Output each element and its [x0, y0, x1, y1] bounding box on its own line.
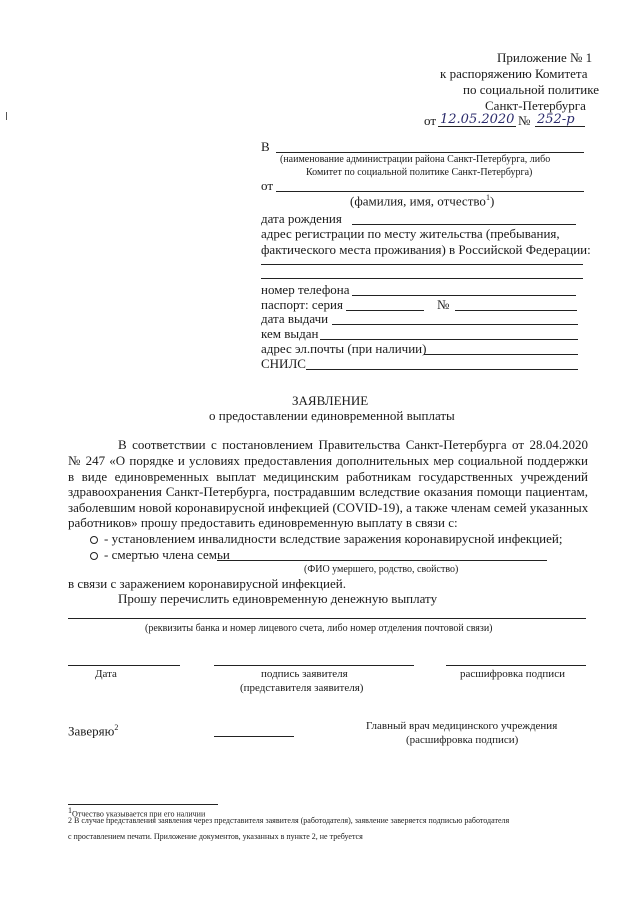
- appendix-number-label: №: [518, 113, 531, 128]
- option-death[interactable]: [90, 547, 230, 563]
- issued-by-label: кем выдан: [261, 326, 319, 341]
- fio-hint-close: ): [489, 193, 495, 209]
- admin-hint-2: Комитет по социальной политике Санкт-Петербурга): [306, 167, 533, 178]
- appendix-line-3: по социальной политике: [463, 82, 599, 97]
- to-prefix: В: [261, 139, 270, 154]
- passport-number-line: [455, 310, 577, 311]
- phone-label: номер телефона: [261, 282, 350, 297]
- snils-line: [306, 369, 578, 370]
- admin-hint-1: (наименование администрации района Санкт-Петербурга, либо: [280, 154, 551, 165]
- appendix-number: 252-р: [537, 112, 575, 127]
- option-disability[interactable]: [90, 531, 562, 547]
- issue-date-line: [332, 324, 578, 325]
- footnote-1-mark: 1: [68, 806, 72, 815]
- option-death-radio[interactable]: [90, 552, 98, 560]
- option-death-label: - смертью члена семьи: [104, 547, 230, 562]
- from-line: [276, 191, 584, 192]
- deceased-line: [217, 560, 547, 561]
- document-title: ЗАЯВЛЕНИЕ: [292, 393, 369, 408]
- body-line-5: заболевшим новой коронавирусной инфекцией (COVID-19), а также членам семей указанных: [68, 500, 589, 515]
- address-blank-2: [261, 278, 583, 279]
- applicant-sign-line: [214, 665, 414, 666]
- appendix-number-line: [535, 126, 585, 127]
- birth-date-label: дата рождения: [261, 211, 342, 226]
- certify-sign-line: [214, 736, 294, 737]
- bank-hint: (реквизиты банка и номер лицевого счета, либо номер отделения почтовой связи): [145, 623, 493, 634]
- certify-label: [68, 723, 118, 739]
- issue-date-label: дата выдачи: [261, 311, 329, 326]
- chief-doctor-label: Главный врач медицинского учреждения: [366, 720, 558, 732]
- certify-text: Заверяю: [68, 723, 115, 739]
- passport-series-line: [346, 310, 424, 311]
- option-disability-label: - установлением инвалидности вследствие заражения коронавирусной инфекцией;: [104, 531, 563, 546]
- decoding-sign-line: [446, 665, 586, 666]
- margin-mark: [6, 112, 7, 120]
- applicant-rep-label: (представителя заявителя): [240, 682, 364, 694]
- email-label: адрес эл.почты (при наличии): [261, 341, 427, 356]
- transfer-line: Прошу перечислить единовременную денежную выплату: [118, 591, 438, 606]
- footnote-2-line-2: с проставлением печати. Приложение документов, указанных в пункте 2, не требуется: [68, 832, 363, 841]
- body-line-2: № 247 «О порядке и условиях предоставления дополнительных мер социальной поддержки: [68, 453, 588, 468]
- appendix-date-line: [438, 126, 516, 127]
- deceased-hint: (ФИО умершего, родство, свойство): [304, 564, 459, 575]
- passport-number-label: №: [437, 297, 450, 312]
- infection-line: в связи с заражением коронавирусной инфекцией.: [68, 576, 346, 591]
- appendix-line-1: Приложение № 1: [497, 50, 593, 65]
- address-blank-1: [261, 264, 583, 265]
- address-line-2: фактического места проживания) в Российской Федерации:: [261, 242, 591, 257]
- footnote-separator: [68, 804, 218, 805]
- birth-date-line: [352, 224, 576, 225]
- appendix-date: 12.05.2020: [440, 112, 515, 127]
- footnote-1-text: Отчество указывается при его наличии: [72, 809, 206, 819]
- certify-footnote-mark: 2: [114, 723, 119, 732]
- fio-hint-text: (фамилия, имя, отчество: [350, 193, 486, 209]
- body-line-6: работников» прошу предоставить единовременную выплату в связи с:: [68, 515, 458, 530]
- appendix-from-prefix: от: [424, 113, 437, 128]
- body-line-4: здравоохранения Санкт-Петербурга, пострадавшим вследствие оказания помощи пациентам,: [68, 484, 588, 499]
- bank-line: [68, 618, 586, 619]
- footnote-2-line-1: 2 В случае представления заявления через представителя заявителя (работодателя), заявление заверяется подписью работодателя: [68, 816, 510, 825]
- issued-by-line: [320, 339, 578, 340]
- fio-hint: [350, 193, 494, 209]
- applicant-signature-label: подпись заявителя: [261, 668, 348, 680]
- document-subtitle: о предоставлении единовременной выплаты: [209, 408, 455, 423]
- from-prefix: от: [261, 178, 274, 193]
- phone-line: [352, 295, 576, 296]
- date-label: Дата: [95, 668, 117, 680]
- appendix-line-2: к распоряжению Комитета: [440, 66, 588, 81]
- body-line-1: В соответствии с постановлением Правительства Санкт-Петербурга от 28.04.2020: [118, 437, 588, 452]
- chief-decoding-label: (расшифровка подписи): [406, 734, 519, 746]
- snils-label: СНИЛС: [261, 356, 306, 371]
- appendix-line-4: Санкт-Петербурга: [485, 98, 586, 113]
- fio-footnote-mark: 1: [485, 193, 490, 202]
- option-disability-radio[interactable]: [90, 536, 98, 544]
- address-line-1: адрес регистрации по месту жительства (пребывания,: [261, 226, 560, 241]
- signature-decoding-label: расшифровка подписи: [460, 668, 565, 680]
- passport-series-label: паспорт: серия: [261, 297, 343, 312]
- email-line: [424, 354, 578, 355]
- to-line: [276, 152, 584, 153]
- body-line-3: в виде единовременных выплат медицинским работникам государственных учреждений: [68, 469, 588, 484]
- date-sign-line: [68, 665, 180, 666]
